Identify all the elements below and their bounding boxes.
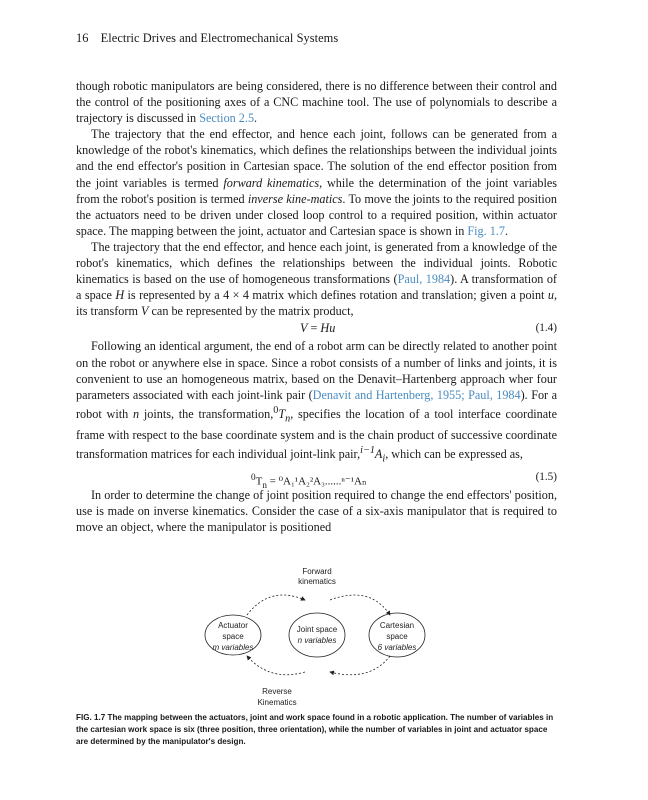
citation-link-paul[interactable]: Paul, 1984: [397, 272, 451, 287]
equation-number-1-5: (1.5): [535, 471, 557, 484]
eq1-lhs: V: [300, 321, 308, 336]
paragraph-5: In order to determine the change of joint position required to change the end effectors' position, use is made on inverse kinematics. Consider the case of a six-axis manipulator that is required to move an object, where the manipulator is positioned: [76, 488, 557, 535]
body-text: [76, 78, 557, 535]
equation-1-4-expr: [300, 319, 335, 338]
paragraph-1: [76, 78, 557, 126]
paragraph-4-c: joints, the transformation,: [139, 406, 274, 421]
reverse-kinematics-label-2: Kinematics: [257, 698, 297, 707]
eq1-equals: =: [307, 321, 321, 336]
paragraph-2-b: , while the determination of the joint variables from the robot's position is termed: [76, 175, 557, 206]
symbol-u: u: [547, 288, 554, 303]
paragraph-3-b: ). A transformation of a space: [76, 272, 557, 303]
symbol-v: V: [141, 304, 149, 319]
equation-number-1-4: (1.4): [535, 322, 557, 335]
paragraph-3-c: is represented by a 4 × 4 matrix which defines rotation and translation; given a point: [124, 288, 548, 303]
paragraph-2: [76, 126, 557, 239]
sup-i-minus-1: i−1: [360, 445, 375, 457]
actuator-label-2: space: [222, 632, 244, 641]
cartesian-label-3: 6 variables: [377, 643, 417, 652]
paragraph-4: [76, 338, 557, 468]
equation-1-5: [76, 468, 557, 490]
paragraph-2-c: . To move the joints to the required position the actuators need to be driven under closed loop control to a required position, within actuator space. The mapping between the joint, actuator and Cartesian space is shown in: [76, 191, 557, 238]
paragraph-4-b: ). For a robot with: [76, 387, 557, 421]
paragraph-4-a: Following an identical argument, the end of a robot arm can be directly related to another point on the robot or anywhere else in space. Since a robot consists of a number of links and joints, it is convenient to use an homogeneous matrix, based on the Denavit–Hartenberg approach wher four parameters associated with each joint-link pair (: [76, 339, 557, 402]
paragraph-4-d: , specifies the location of a tool interface coordinate frame with respect to the base coordinate system and is the chain product of successive coordinate transformation matrices for each individual joint-link pair,: [76, 406, 557, 462]
caption-text: The mapping between the actuators, joint and work space found in a robotic application. The number of variables in the cartesian work space is six (three position, three orientation), while the number of variables in joint and actuator space are determined by the manipulator's design.: [76, 713, 554, 746]
eq2-lhs: T: [255, 475, 263, 488]
joint-space-node: [289, 613, 345, 657]
forward-arrow-1: [247, 595, 305, 615]
section-link[interactable]: Section 2.5: [199, 111, 255, 126]
paragraph-3: [76, 239, 557, 319]
actuator-label-3: m variables: [212, 643, 254, 652]
forward-kinematics-label-2: kinematics: [298, 577, 336, 586]
symbol-t: T: [278, 406, 286, 421]
reverse-arrow-1: [330, 656, 390, 675]
eq2-rhs: = ⁰A₁¹A₂²A₃......ⁿ⁻¹Aₙ: [266, 475, 367, 488]
sub-n: n: [285, 413, 291, 425]
eq2-lhs-sup: 0: [251, 472, 256, 483]
paragraph-3-a: The trajectory that the end effector, and hence each joint, is generated from a knowledge of the robot's kinematics, which defines the relationships between the individual joints. Robotic kinematics is based on the use of homogeneous transformations (: [76, 239, 557, 287]
forward-kinematics-label-1: Forward: [302, 567, 332, 576]
joint-label-1: Joint space: [296, 625, 338, 634]
forward-arrow-2: [330, 595, 390, 615]
symbol-h: H: [115, 288, 125, 303]
equation-1-5-expr: [251, 468, 367, 495]
citation-link-denavit[interactable]: Denavit and Hartenberg, 1955; Paul, 1984: [312, 387, 521, 402]
symbol-n: n: [132, 406, 140, 421]
figure-link[interactable]: Fig. 1.7: [467, 223, 505, 238]
inverse-kinematics-term: inverse kine-matics: [247, 191, 343, 206]
joint-label-2: n variables: [297, 636, 337, 645]
page-number: 16: [76, 31, 89, 45]
paragraph-3-e: can be represented by the matrix product,: [148, 304, 354, 319]
figure-caption: [76, 712, 560, 748]
sup-0: 0: [273, 404, 279, 416]
running-title: Electric Drives and Electromechanical Systems: [100, 31, 339, 45]
paragraph-2-a: The trajectory that the end effector, and hence each joint, follows can be generated from a knowledge of the robot's kinematics, which defines the relationships between the individual joints and the end effector's position in Cartesian space. The solution of the end effector position from the joint variables is termed: [76, 127, 557, 190]
equation-1-4: [76, 319, 557, 338]
reverse-kinematics-label-1: Reverse: [262, 687, 292, 696]
symbol-a: A: [374, 447, 383, 462]
sub-i: i: [382, 453, 386, 465]
forward-kinematics-term: forward kinematics: [223, 175, 320, 190]
paragraph-1-text: though robotic manipulators are being considered, there is no difference between their control and the control of the positioning axes of a CNC machine tool. The use of polynomials to describe a trajectory is discussed in: [76, 79, 557, 126]
paragraph-1-end: .: [254, 111, 258, 126]
paragraph-3-d: , its transform: [76, 288, 557, 319]
paragraph-2-end: .: [504, 223, 508, 238]
reverse-arrow-2: [247, 656, 305, 675]
kinematics-mapping-diagram: [0, 560, 648, 710]
eq2-lhs-sub: n: [262, 479, 267, 490]
running-header: [76, 31, 338, 46]
caption-label: FIG. 1.7: [76, 713, 106, 722]
cartesian-label-2: space: [386, 632, 408, 641]
cartesian-label-1: Cartesian: [379, 621, 415, 630]
eq1-rhs: Hu: [320, 321, 336, 336]
actuator-label-1: Actuator: [218, 621, 248, 630]
paragraph-4-e: , which can be expressed as,: [385, 447, 523, 462]
